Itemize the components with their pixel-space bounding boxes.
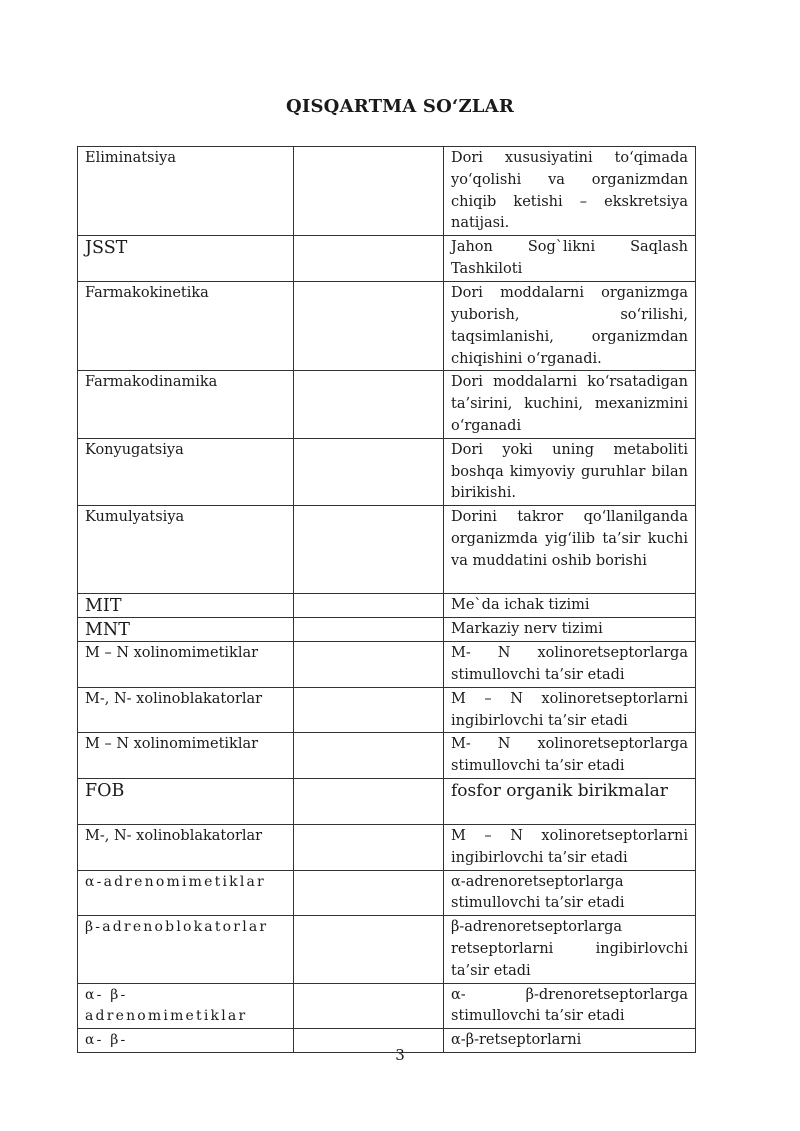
table-row xyxy=(78,594,696,618)
term-cell: β-adrenoblokatorlar xyxy=(78,916,294,983)
table-row xyxy=(78,687,696,733)
table-row xyxy=(78,642,696,688)
table-row xyxy=(78,733,696,779)
term-cell: α-adrenomimetiklar xyxy=(78,870,294,916)
table-row xyxy=(78,236,696,282)
term-cell: JSST xyxy=(78,236,294,282)
abbreviations-table xyxy=(77,146,696,1053)
term-cell: Farmakodinamika xyxy=(78,371,294,438)
empty-cell xyxy=(294,916,444,983)
term-cell: M-, N- xolinoblakatorlar xyxy=(78,687,294,733)
definition-cell: fosfor organik birikmalar xyxy=(444,778,696,824)
table-row xyxy=(78,438,696,505)
definition-cell: M- N xolinoretseptorlarga stimullovchi ta’sir etadi xyxy=(444,733,696,779)
empty-cell xyxy=(294,282,444,371)
term-cell: Eliminatsiya xyxy=(78,147,294,236)
definition-cell: Dori yoki uning metaboliti boshqa kimyoviy guruhlar bilan birikishi. xyxy=(444,438,696,505)
definition-cell: Jahon Sog`likni Saqlash Tashkiloti xyxy=(444,236,696,282)
definition-cell: Dori xususiyatini to‘qimada yo‘qolishi va organizmdan chiqib ketishi – ekskretsiya natijasi. xyxy=(444,147,696,236)
definition-cell: M- N xolinoretseptorlarga stimullovchi ta’sir etadi xyxy=(444,642,696,688)
empty-cell xyxy=(294,687,444,733)
definition-cell: M – N xolinoretseptorlarni ingibirlovchi ta’sir etadi xyxy=(444,824,696,870)
empty-cell xyxy=(294,870,444,916)
empty-cell xyxy=(294,506,444,594)
page-title: QISQARTMA SO‘ZLAR xyxy=(285,96,514,117)
table-row xyxy=(78,371,696,438)
term-cell: M-, N- xolinoblakatorlar xyxy=(78,824,294,870)
empty-cell xyxy=(294,778,444,824)
definition-cell: α- β-drenoretseptorlarga stimullovchi ta’sir etadi xyxy=(444,983,696,1029)
definition-cell: β-adrenoretseptorlarga retseptorlarni ingibirlovchi ta’sir etadi xyxy=(444,916,696,983)
table-row xyxy=(78,916,696,983)
term-cell: Farmakokinetika xyxy=(78,282,294,371)
term-cell: Kumulyatsiya xyxy=(78,506,294,594)
term-cell: MIT xyxy=(78,594,294,618)
empty-cell xyxy=(294,438,444,505)
empty-cell xyxy=(294,594,444,618)
table-row xyxy=(78,282,696,371)
definition-cell: Dorini takror qo‘llanilganda organizmda yig‘ilib ta’sir kuchi va muddatini oshib borishi xyxy=(444,506,696,594)
empty-cell xyxy=(294,371,444,438)
term-cell: Konyugatsiya xyxy=(78,438,294,505)
empty-cell xyxy=(294,236,444,282)
table-row xyxy=(78,983,696,1029)
definition-cell: Markaziy nerv tizimi xyxy=(444,618,696,642)
empty-cell xyxy=(294,618,444,642)
empty-cell xyxy=(294,642,444,688)
table-row xyxy=(78,778,696,824)
definition-cell: α-β-retseptorlarni xyxy=(444,1029,696,1053)
term-cell: FOB xyxy=(78,778,294,824)
term-cell: M – N xolinomimetiklar xyxy=(78,642,294,688)
page-number: 3 xyxy=(395,1046,405,1064)
table-row xyxy=(78,147,696,236)
definition-cell: Me`da ichak tizimi xyxy=(444,594,696,618)
empty-cell xyxy=(294,733,444,779)
term-cell: α- β- xyxy=(78,1029,294,1053)
term-cell: M – N xolinomimetiklar xyxy=(78,733,294,779)
table-row xyxy=(78,618,696,642)
empty-cell xyxy=(294,147,444,236)
term-cell: MNT xyxy=(78,618,294,642)
definition-cell: M – N xolinoretseptorlarni ingibirlovchi ta’sir etadi xyxy=(444,687,696,733)
empty-cell xyxy=(294,824,444,870)
table-row xyxy=(78,506,696,594)
definition-cell: Dori moddalarni organizmga yuborish, so‘rilishi, taqsimlanishi, organizmdan chiqishini o‘rganadi. xyxy=(444,282,696,371)
table-row xyxy=(78,824,696,870)
definition-cell: α-adrenoretseptorlarga stimullovchi ta’sir etadi xyxy=(444,870,696,916)
table-row xyxy=(78,870,696,916)
term-cell: α- β- adrenomimetiklar xyxy=(78,983,294,1029)
empty-cell xyxy=(294,983,444,1029)
definition-cell: Dori moddalarni ko‘rsatadigan ta’sirini, kuchini, mexanizmini o‘rganadi xyxy=(444,371,696,438)
